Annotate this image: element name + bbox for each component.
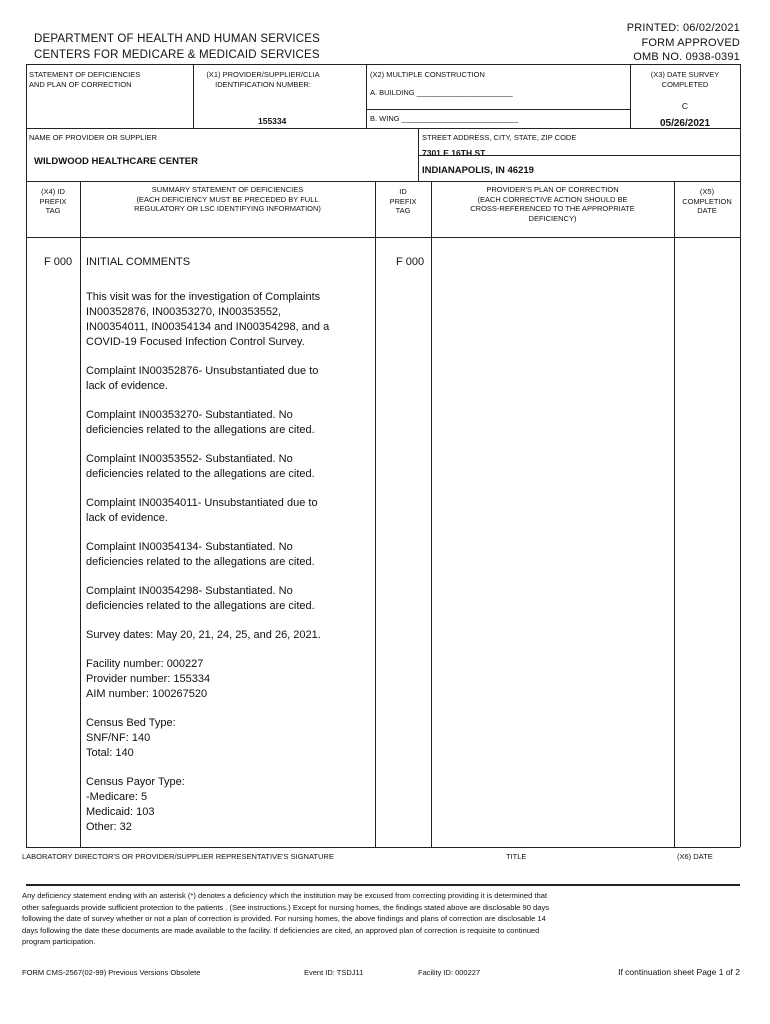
page-indicator: If continuation sheet Page 1 of 2: [618, 967, 740, 977]
x4-header: (X4) ID PREFIX TAG: [39, 187, 67, 215]
entry-heading: INITIAL COMMENTS: [86, 256, 191, 268]
title-label: TITLE: [506, 852, 527, 861]
provider-name-label: NAME OF PROVIDER OR SUPPLIER: [29, 133, 157, 142]
entry-body: [86, 290, 371, 835]
survey-code: C: [681, 101, 689, 111]
provider-name: WILDWOOD HEALTHCARE CENTER: [34, 156, 198, 167]
id-header: ID PREFIX TAG: [389, 187, 417, 215]
event-id: Event ID: TSDJ11: [304, 968, 364, 977]
date-label: (X6) DATE: [677, 852, 713, 861]
address-label: STREET ADDRESS, CITY, STATE, ZIP CODE: [422, 133, 577, 142]
paragraph: Complaint IN00354298- Substantiated. No deficiencies related to the allegations are cited.: [86, 585, 315, 612]
paragraph: This visit was for the investigation of Complaints IN00352876, IN00353270, IN00353552, IN00354011, IN00354134 and IN00354298, and a COVID-19 Focused Infection Control Survey.: [86, 291, 330, 348]
summary-header: SUMMARY STATEMENT OF DEFICIENCIES (EACH DEFICIENCY MUST BE PRECEDED BY FULL REGULATORY OR LSC IDENTIFYING INFORMATION): [134, 185, 321, 213]
paragraph: Complaint IN00352876- Unsubstantiated due to lack of evidence.: [86, 365, 319, 392]
disclaimer-text: Any deficiency statement ending with an asterisk (*) denotes a deficiency which the institution may be excused from correcting providing it is determined that other safeguards provide sufficient protection to the patients . (See instructions.) Except for nursing homes, the findings stated above are disclosable 90 days following the date of survey whether or not a plan of correction is provided. For nursing homes, the above findings and plans of correction are disclosable 14 days following the date these documents are made available to the facility. If deficiencies are cited, an approved plan of correction is requisite to continued program participation.: [22, 891, 550, 946]
survey-date: 05/26/2021: [659, 118, 711, 129]
building-label: A. BUILDING _______________________: [370, 88, 513, 97]
paragraph: Complaint IN00353552- Substantiated. No deficiencies related to the allegations are cited.: [86, 453, 315, 480]
city-state-zip: INDIANAPOLIS, IN 46219: [422, 165, 534, 176]
tag-prefix-left: F 000: [44, 256, 73, 268]
x1-label: (X1) PROVIDER/SUPPLIER/CLIA IDENTIFICATION NUMBER:: [206, 70, 320, 89]
x5-header: (X5) COMPLETION DATE: [682, 187, 732, 215]
paragraph: Census Bed Type: SNF/NF: 140 Total: 140: [86, 717, 176, 759]
paragraph: Complaint IN00353270- Substantiated. No deficiencies related to the allegations are cited.: [86, 409, 315, 436]
paragraph: Complaint IN00354011- Unsubstantiated due to lack of evidence.: [86, 497, 318, 524]
tag-prefix-right: F 000: [396, 256, 425, 268]
printed-date: PRINTED: 06/02/2021: [626, 22, 740, 34]
form-approved: FORM APPROVED: [641, 37, 740, 49]
paragraph: Survey dates: May 20, 21, 24, 25, and 26, 2021.: [86, 629, 321, 641]
signature-label: LABORATORY DIRECTOR'S OR PROVIDER/SUPPLIER REPRESENTATIVE'S SIGNATURE: [22, 852, 334, 861]
street-address: 7301 E 16TH ST: [422, 148, 486, 158]
paragraph: Facility number: 000227 Provider number: 155334 AIM number: 100267520: [86, 658, 211, 700]
statement-label: STATEMENT OF DEFICIENCIES AND PLAN OF CORRECTION: [29, 70, 141, 89]
form-number: FORM CMS-2567(02-99) Previous Versions Obsolete: [22, 968, 201, 977]
omb-number: OMB NO. 0938-0391: [633, 51, 740, 63]
x3-label: (X3) DATE SURVEY COMPLETED: [650, 70, 720, 89]
department-title: DEPARTMENT OF HEALTH AND HUMAN SERVICES: [34, 33, 320, 45]
facility-id: Facility ID: 000227: [418, 968, 481, 977]
x2-label: (X2) MULTIPLE CONSTRUCTION: [370, 70, 485, 79]
agency-title: CENTERS FOR MEDICARE & MEDICAID SERVICES: [34, 49, 320, 61]
provider-id-value: 155334: [258, 116, 287, 126]
paragraph: Census Payor Type: -Medicare: 5 Medicaid: 103 Other: 32: [86, 776, 185, 833]
paragraph: Complaint IN00354134- Substantiated. No deficiencies related to the allegations are cited.: [86, 541, 315, 568]
plan-header: PROVIDER'S PLAN OF CORRECTION (EACH CORRECTIVE ACTION SHOULD BE CROSS-REFERENCED TO THE APPROPRIATE DEFICIENCY): [470, 185, 635, 223]
wing-label: B. WING ____________________________: [370, 114, 519, 123]
